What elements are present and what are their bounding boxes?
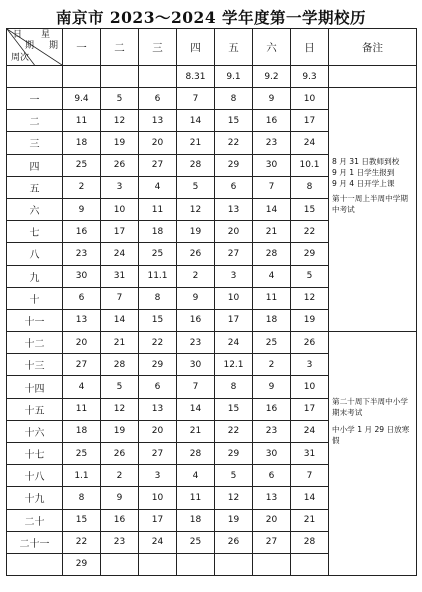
- date-cell-thu: 18: [177, 509, 215, 531]
- date-cell-sat: 18: [253, 309, 291, 331]
- date-cell-sat: 23: [253, 132, 291, 154]
- date-cell-wed: 20: [139, 420, 177, 442]
- date-cell-mon: 18: [63, 132, 101, 154]
- corner-label-qi-right: 期: [49, 41, 59, 51]
- date-cell-mon: 6: [63, 287, 101, 309]
- date-cell-fri: 5: [215, 465, 253, 487]
- date-cell-sat: 20: [253, 509, 291, 531]
- date-cell-tue: 26: [101, 443, 139, 465]
- date-cell-fri: 24: [215, 332, 253, 354]
- date-cell-thu: 4: [177, 465, 215, 487]
- date-cell-mon: 11: [63, 110, 101, 132]
- week-number-cell: 十七: [7, 443, 63, 465]
- date-cell-tue: [101, 553, 139, 575]
- date-cell-sat: 21: [253, 221, 291, 243]
- date-cell-sat: 7: [253, 176, 291, 198]
- date-cell-fri: 29: [215, 154, 253, 176]
- date-cell-sun: 3: [291, 354, 329, 376]
- calendar-row: [7, 332, 417, 354]
- date-cell-wed: [139, 553, 177, 575]
- date-cell-sat: 16: [253, 398, 291, 420]
- date-cell-sun: 10: [291, 376, 329, 398]
- date-cell-sun: 8: [291, 176, 329, 198]
- date-cell-mon: 15: [63, 509, 101, 531]
- date-cell-mon: [63, 66, 101, 88]
- date-cell-fri: 20: [215, 221, 253, 243]
- date-cell-sun: 28: [291, 531, 329, 553]
- date-cell-wed: 13: [139, 110, 177, 132]
- date-cell-tue: 31: [101, 265, 139, 287]
- header-row: [7, 29, 417, 66]
- date-cell-tue: 2: [101, 465, 139, 487]
- date-cell-wed: 10: [139, 487, 177, 509]
- date-cell-mon: 29: [63, 553, 101, 575]
- school-calendar-table: [6, 28, 417, 576]
- date-cell-sun: 24: [291, 420, 329, 442]
- date-cell-tue: 9: [101, 487, 139, 509]
- date-cell-sat: 30: [253, 154, 291, 176]
- date-cell-fri: 8: [215, 88, 253, 110]
- date-cell-tue: 3: [101, 176, 139, 198]
- week-number-cell: 二: [7, 110, 63, 132]
- date-cell-thu: [177, 553, 215, 575]
- week-number-cell: 十一: [7, 309, 63, 331]
- date-cell-tue: 7: [101, 287, 139, 309]
- date-cell-sun: [291, 553, 329, 575]
- date-cell-fri: 15: [215, 398, 253, 420]
- date-cell-sun: 22: [291, 221, 329, 243]
- date-cell-mon: 13: [63, 309, 101, 331]
- date-cell-thu: 26: [177, 243, 215, 265]
- date-cell-tue: 5: [101, 88, 139, 110]
- date-cell-fri: 17: [215, 309, 253, 331]
- week-number-cell: 十九: [7, 487, 63, 509]
- date-cell-thu: 25: [177, 531, 215, 553]
- date-cell-mon: 25: [63, 154, 101, 176]
- date-cell-fri: 3: [215, 265, 253, 287]
- remark-note: 8 月 31 日教师到校: [332, 157, 400, 166]
- date-cell-mon: 25: [63, 443, 101, 465]
- date-cell-sat: 25: [253, 332, 291, 354]
- date-cell-wed: 6: [139, 88, 177, 110]
- date-cell-sun: 10: [291, 88, 329, 110]
- date-cell-fri: 22: [215, 420, 253, 442]
- date-cell-mon: 22: [63, 531, 101, 553]
- remarks-second-half: [329, 332, 417, 576]
- date-cell-sun: 17: [291, 110, 329, 132]
- calendar-body: [7, 29, 417, 576]
- date-cell-mon: 4: [63, 376, 101, 398]
- date-cell-sat: 13: [253, 487, 291, 509]
- header-day-sun: 日: [291, 29, 329, 66]
- corner-label-ri: 日: [13, 30, 23, 40]
- date-cell-sun: 26: [291, 332, 329, 354]
- date-cell-thu: 9: [177, 287, 215, 309]
- week-number-cell: 一: [7, 88, 63, 110]
- date-cell-sat: 9: [253, 88, 291, 110]
- remarks-first-half: [329, 88, 417, 332]
- date-cell-sat: 4: [253, 265, 291, 287]
- date-cell-sun: 19: [291, 309, 329, 331]
- date-cell-mon: 2: [63, 176, 101, 198]
- date-cell-thu: 2: [177, 265, 215, 287]
- date-cell-mon: 11: [63, 398, 101, 420]
- week-number-cell: 十六: [7, 420, 63, 442]
- remark-note: 9 月 4 日开学上课: [332, 179, 395, 188]
- date-cell-fri: 12.1: [215, 354, 253, 376]
- date-cell-thu: 14: [177, 110, 215, 132]
- header-day-sat: 六: [253, 29, 291, 66]
- date-cell-sat: 16: [253, 110, 291, 132]
- date-cell-wed: 11: [139, 198, 177, 220]
- date-cell-fri: 8: [215, 376, 253, 398]
- corner-header-cell: [7, 29, 63, 66]
- week-number-cell: 八: [7, 243, 63, 265]
- date-cell-wed: 6: [139, 376, 177, 398]
- remark-cell-first-row: [329, 66, 417, 88]
- week-number-cell: 十: [7, 287, 63, 309]
- date-cell-thu: 21: [177, 132, 215, 154]
- week-number-cell: [7, 553, 63, 575]
- date-cell-thu: 7: [177, 376, 215, 398]
- date-cell-tue: 21: [101, 332, 139, 354]
- date-cell-sat: 9.2: [253, 66, 291, 88]
- date-cell-fri: 10: [215, 287, 253, 309]
- date-cell-thu: 12: [177, 198, 215, 220]
- date-cell-tue: 17: [101, 221, 139, 243]
- date-cell-sat: 23: [253, 420, 291, 442]
- date-cell-mon: 27: [63, 354, 101, 376]
- date-cell-thu: 19: [177, 221, 215, 243]
- date-cell-wed: 11.1: [139, 265, 177, 287]
- date-cell-wed: 25: [139, 243, 177, 265]
- remark-note: 第十一周上半周中学期中考试: [332, 194, 408, 214]
- date-cell-wed: 3: [139, 465, 177, 487]
- date-cell-sun: 29: [291, 243, 329, 265]
- date-cell-sun: 12: [291, 287, 329, 309]
- date-cell-wed: 27: [139, 443, 177, 465]
- date-cell-sun: 10.1: [291, 154, 329, 176]
- date-cell-sat: 9: [253, 376, 291, 398]
- date-cell-fri: 19: [215, 509, 253, 531]
- remark-note: 第二十周下半周中小学期末考试: [332, 397, 408, 418]
- corner-label-qi-left: 期: [25, 41, 35, 51]
- header-remark: 备注: [329, 29, 417, 66]
- header-day-wed: 三: [139, 29, 177, 66]
- date-cell-wed: 22: [139, 332, 177, 354]
- date-cell-thu: 16: [177, 309, 215, 331]
- calendar-title: 南京市 2023～2024 学年度第一学期校历: [55, 8, 367, 27]
- date-cell-sat: 30: [253, 443, 291, 465]
- week-number-cell: 九: [7, 265, 63, 287]
- date-cell-fri: 13: [215, 198, 253, 220]
- date-cell-wed: 27: [139, 154, 177, 176]
- week-number-cell: 四: [7, 154, 63, 176]
- date-cell-wed: 15: [139, 309, 177, 331]
- date-cell-wed: 8: [139, 287, 177, 309]
- week-number-cell: 五: [7, 176, 63, 198]
- date-cell-fri: 12: [215, 487, 253, 509]
- week-number-cell: 二十一: [7, 531, 63, 553]
- week-number-cell: 三: [7, 132, 63, 154]
- date-cell-sun: 15: [291, 198, 329, 220]
- header-day-thu: 四: [177, 29, 215, 66]
- date-cell-mon: 9: [63, 198, 101, 220]
- date-cell-mon: 18: [63, 420, 101, 442]
- calendar-row: [7, 88, 417, 110]
- date-cell-tue: 28: [101, 354, 139, 376]
- header-day-fri: 五: [215, 29, 253, 66]
- date-cell-thu: 14: [177, 398, 215, 420]
- date-cell-mon: 23: [63, 243, 101, 265]
- date-cell-fri: [215, 553, 253, 575]
- week-number-cell: 七: [7, 221, 63, 243]
- header-day-mon: 一: [63, 29, 101, 66]
- date-cell-thu: 8.31: [177, 66, 215, 88]
- date-cell-mon: 30: [63, 265, 101, 287]
- week-number-cell: 二十: [7, 509, 63, 531]
- date-cell-tue: 5: [101, 376, 139, 398]
- date-cell-sat: 2: [253, 354, 291, 376]
- date-cell-mon: 1.1: [63, 465, 101, 487]
- week-number-cell: 十二: [7, 332, 63, 354]
- corner-label-xing: 星: [41, 30, 51, 40]
- date-cell-fri: 6: [215, 176, 253, 198]
- date-cell-tue: [101, 66, 139, 88]
- date-cell-thu: 30: [177, 354, 215, 376]
- date-cell-sat: 27: [253, 531, 291, 553]
- date-cell-sun: 21: [291, 509, 329, 531]
- week-number-cell: 十八: [7, 465, 63, 487]
- date-cell-thu: 7: [177, 88, 215, 110]
- remark-note: 9 月 1 日学生报到: [332, 168, 395, 177]
- week-number-cell: 十五: [7, 398, 63, 420]
- date-cell-wed: 17: [139, 509, 177, 531]
- date-cell-thu: 5: [177, 176, 215, 198]
- week-number-cell: 十三: [7, 354, 63, 376]
- date-cell-wed: 20: [139, 132, 177, 154]
- date-cell-tue: 24: [101, 243, 139, 265]
- date-cell-tue: 16: [101, 509, 139, 531]
- date-cell-fri: 9.1: [215, 66, 253, 88]
- date-cell-mon: 20: [63, 332, 101, 354]
- date-cell-sun: 17: [291, 398, 329, 420]
- date-cell-wed: 29: [139, 354, 177, 376]
- header-day-tue: 二: [101, 29, 139, 66]
- date-cell-thu: 23: [177, 332, 215, 354]
- date-cell-tue: 10: [101, 198, 139, 220]
- date-cell-wed: 13: [139, 398, 177, 420]
- date-cell-fri: 29: [215, 443, 253, 465]
- date-cell-sun: 5: [291, 265, 329, 287]
- date-cell-wed: 18: [139, 221, 177, 243]
- date-cell-mon: 16: [63, 221, 101, 243]
- date-cell-tue: 12: [101, 398, 139, 420]
- date-cell-sun: 9.3: [291, 66, 329, 88]
- date-cell-fri: 15: [215, 110, 253, 132]
- remark-note: 中小学 1 月 29 日放寒假: [332, 425, 410, 446]
- date-cell-sun: 14: [291, 487, 329, 509]
- week-number-cell: 六: [7, 198, 63, 220]
- date-cell-sun: 7: [291, 465, 329, 487]
- date-cell-sat: 14: [253, 198, 291, 220]
- date-cell-tue: 12: [101, 110, 139, 132]
- date-cell-wed: [139, 66, 177, 88]
- date-cell-tue: 26: [101, 154, 139, 176]
- date-cell-sat: 6: [253, 465, 291, 487]
- date-cell-mon: 9.4: [63, 88, 101, 110]
- date-cell-thu: 11: [177, 487, 215, 509]
- calendar-row: [7, 66, 417, 88]
- week-number-cell: 十四: [7, 376, 63, 398]
- date-cell-thu: 28: [177, 154, 215, 176]
- date-cell-tue: 19: [101, 132, 139, 154]
- date-cell-fri: 26: [215, 531, 253, 553]
- date-cell-thu: 21: [177, 420, 215, 442]
- date-cell-mon: 8: [63, 487, 101, 509]
- date-cell-sun: 24: [291, 132, 329, 154]
- date-cell-sat: [253, 553, 291, 575]
- date-cell-wed: 24: [139, 531, 177, 553]
- date-cell-sat: 28: [253, 243, 291, 265]
- corner-label-zhouci: 周次: [11, 53, 30, 63]
- date-cell-sun: 31: [291, 443, 329, 465]
- date-cell-wed: 4: [139, 176, 177, 198]
- date-cell-thu: 28: [177, 443, 215, 465]
- date-cell-tue: 23: [101, 531, 139, 553]
- week-number-cell: [7, 66, 63, 88]
- date-cell-fri: 22: [215, 132, 253, 154]
- date-cell-sat: 11: [253, 287, 291, 309]
- date-cell-fri: 27: [215, 243, 253, 265]
- date-cell-tue: 14: [101, 309, 139, 331]
- date-cell-tue: 19: [101, 420, 139, 442]
